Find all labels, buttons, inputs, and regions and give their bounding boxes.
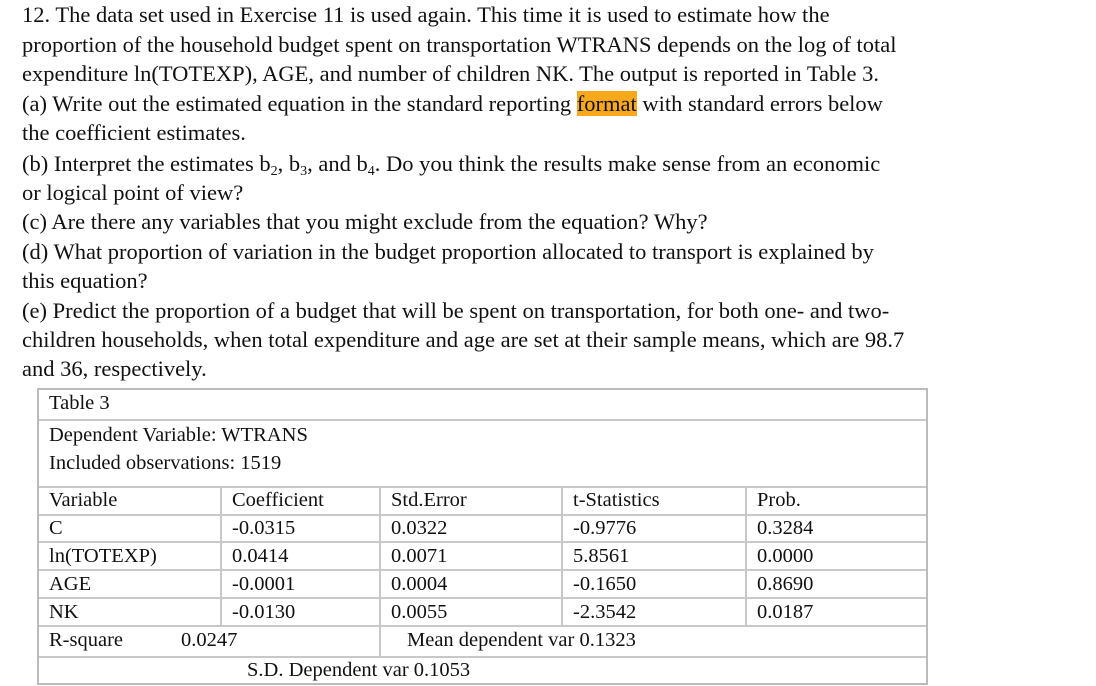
cell-t-statistic: -0.9776 (561, 515, 636, 541)
cell-variable: C (49, 517, 63, 539)
header-t-statistics: t-Statistics (561, 487, 660, 514)
cell-t-statistic: 5.8561 (561, 543, 629, 569)
r-square-row (39, 627, 926, 658)
cell-variable: NK (49, 601, 79, 623)
cell-coefficient: -0.0130 (220, 599, 295, 625)
cell-std-error: 0.0055 (379, 599, 447, 625)
header-coefficient: Coefficient (220, 487, 324, 514)
part-a-text: with standard errors below (636, 91, 883, 116)
highlighted-word: format (576, 91, 637, 116)
cell-t-statistic: -0.1650 (561, 571, 636, 597)
header-std-error: Std.Error (379, 487, 467, 514)
cell-prob: 0.8690 (745, 571, 813, 597)
r-square-value: 0.0247 (181, 629, 238, 651)
table-row (39, 515, 926, 543)
mean-dependent-var: Mean dependent var 0.1323 (379, 627, 636, 656)
subscript: 3 (300, 164, 308, 179)
cell-prob: 0.0000 (745, 543, 813, 569)
table-header-row (39, 487, 926, 516)
question-line: (c) Are there any variables that you might exclude from the equation? Why? (22, 209, 708, 234)
question-line: (e) Predict the proportion of a budget that will be spent on transportation, for both one- and two- (22, 298, 890, 323)
header-variable: Variable (49, 489, 118, 511)
cell-coefficient: -0.0001 (220, 571, 295, 597)
cell-std-error: 0.0004 (379, 571, 447, 597)
table-row (39, 543, 926, 571)
question-line: children households, when total expenditure and age are set at their sample means, which are 98.7 (22, 327, 905, 352)
question-line: (d) What proportion of variation in the budget proportion allocated to transport is explained by (22, 239, 874, 264)
cell-prob: 0.3284 (745, 515, 813, 541)
part-b-line (22, 149, 880, 178)
cell-coefficient: 0.0414 (220, 543, 288, 569)
cell-coefficient: -0.0315 (220, 515, 295, 541)
question-line: proportion of the household budget spent on transportation WTRANS depends on the log of total (22, 32, 897, 57)
question-line: or logical point of view? (22, 180, 244, 205)
text: , b (277, 151, 301, 176)
question-line: the coefficient estimates. (22, 120, 246, 145)
subscript: 4 (367, 164, 375, 179)
r-square-label: R-square (49, 629, 124, 651)
table-info-row (39, 420, 926, 488)
part-a-text: (a) Write out the estimated equation in the standard reporting (22, 91, 577, 116)
table-row (39, 571, 926, 599)
table-title-row (39, 390, 926, 421)
question-line: this equation? (22, 268, 148, 293)
table-row (39, 599, 926, 627)
table-title: Table 3 (49, 392, 110, 414)
header-prob: Prob. (745, 487, 801, 514)
cell-std-error: 0.0322 (379, 515, 447, 541)
cell-variable: AGE (49, 573, 92, 595)
dependent-variable: Dependent Variable: WTRANS (49, 424, 308, 446)
cell-t-statistic: -2.3542 (561, 599, 636, 625)
text: , and b (307, 151, 368, 176)
question-line: and 36, respectively. (22, 356, 207, 381)
cell-std-error: 0.0071 (379, 543, 447, 569)
question-line: expenditure ln(TOTEXP), AGE, and number of children NK. The output is reported in Table 3. (22, 61, 879, 86)
observations: Included observations: 1519 (49, 452, 282, 474)
sd-row (39, 657, 926, 685)
cell-variable: ln(TOTEXP) (49, 545, 157, 567)
question-line: 12. The data set used in Exercise 11 is used again. This time it is used to estimate how the (22, 2, 830, 27)
part-a-line (22, 89, 883, 118)
text: . Do you think the results make sense from an economic (374, 151, 881, 176)
regression-table (37, 388, 928, 685)
cell-prob: 0.0187 (745, 599, 813, 625)
text: (b) Interpret the estimates b (22, 151, 271, 176)
sd-dependent-var: S.D. Dependent var 0.1053 (247, 659, 471, 681)
subscript: 2 (270, 164, 278, 179)
